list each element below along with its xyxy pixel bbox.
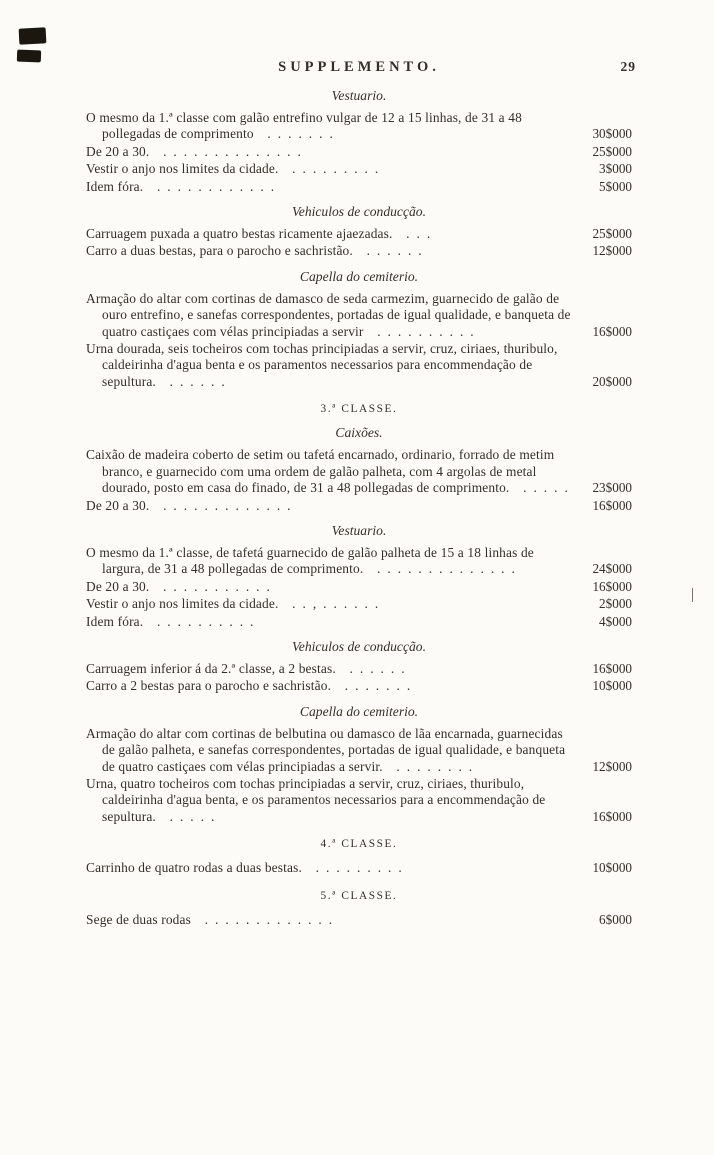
running-title: SUPPLEMENTO. [278, 59, 440, 75]
page-content [86, 58, 636, 929]
entry-text: Idem fóra. . . . . . . . . . . . . [86, 178, 275, 194]
entry-text: O mesmo da 1.ª classe com galão entrefino vulgar de 12 a 15 linhas, de 31 a 48 pollegadas de comprimento . . . . . . . [86, 110, 522, 142]
section-heading: Vestuario. [331, 522, 387, 538]
class-heading: 3.ª CLASSE. [320, 403, 398, 416]
tariff-entry [86, 498, 632, 514]
entry-price: 10$000 [592, 860, 632, 876]
entry-text: Carro a 2 bestas para o parocho e sachristão. . . . . . . . [86, 678, 411, 694]
tariff-entry [86, 912, 632, 928]
tariff-entry [86, 110, 632, 143]
entry-text: De 20 a 30. . . . . . . . . . . . . . . [86, 143, 302, 159]
entry-price: 24$000 [592, 561, 632, 577]
section-heading: Caixões. [335, 425, 383, 441]
scan-artifact [17, 50, 41, 63]
entry-text: Vestir o anjo nos limites da cidade. . . , . . . . . . [86, 596, 379, 612]
tariff-entry [86, 776, 632, 825]
entry-text: Armação do altar com cortinas de belbutina ou damasco de lãa encarnada, guarnecidas de galão palheta, e sanefas correspondentes, portadas de igual qualidade, e banqueta de quatro castiçaes com vélas principiadas a servir. . . . . . . . . [86, 725, 566, 774]
tariff-entry [86, 341, 632, 390]
tariff-entry [86, 726, 632, 775]
entry-text: Carro a duas bestas, para o parocho e sachristão. . . . . . . [86, 243, 422, 259]
tariff-entry [86, 596, 632, 612]
entry-price: 16$000 [592, 323, 632, 339]
scan-artifact [19, 27, 47, 44]
tariff-entry [86, 579, 632, 595]
entry-text: Carrinho de quatro rodas a duas bestas. . . . . . . . . . [86, 860, 402, 876]
entry-price: 12$000 [592, 243, 632, 259]
entry-text: De 20 a 30. . . . . . . . . . . . . . [86, 497, 291, 513]
tariff-entry [86, 661, 632, 677]
entry-price: 5$000 [599, 178, 632, 194]
tariff-entry [86, 545, 632, 578]
entry-text: Urna, quatro tocheiros com tochas principiadas a servir, cruz, ciriaes, thuribulo, caldeirinha d'agua benta, e os paramentos necessarios para a encommendação de sepultura. . . . . . [86, 775, 546, 824]
class-heading: 4.ª CLASSE. [320, 838, 398, 851]
entry-price: 10$000 [592, 678, 632, 694]
section-heading: Vehiculos de conducção. [291, 204, 426, 220]
entry-price: 25$000 [592, 226, 632, 242]
class-heading: 5.ª CLASSE. [320, 889, 398, 902]
tariff-entry [86, 614, 632, 630]
entry-text: Urna dourada, seis tocheiros com tochas principiadas a servir, cruz, ciriaes, thuribulo, caldeirinha d'agua benta e os paramentos necessarios para encommendação de sepultura. . . . . . . [86, 341, 558, 389]
scan-artifact [692, 588, 694, 602]
page-header [86, 58, 636, 78]
entry-price: 16$000 [592, 660, 632, 676]
tariff-entry [86, 678, 632, 694]
tariff-entry [86, 291, 632, 340]
entry-price: 23$000 [592, 480, 632, 496]
entry-price: 4$000 [599, 613, 632, 629]
entry-price: 20$000 [592, 373, 632, 389]
entry-price: 6$000 [599, 911, 632, 927]
tariff-entry [86, 179, 632, 195]
entry-text: Vestir o anjo nos limites da cidade. . . . . . . . . . [86, 161, 379, 177]
entry-text: Carruagem puxada a quatro bestas ricamente ajaezadas. . . . [86, 226, 431, 242]
section-heading: Capella do cemiterio. [299, 268, 419, 284]
entry-price: 12$000 [592, 758, 632, 774]
entry-text: O mesmo da 1.ª classe, de tafetá guarnecido de galão palheta de 15 a 18 linhas de largura, de 31 a 48 pollegadas de comprimento. . . . . . . . . . . . . . . [86, 544, 534, 577]
entry-text: Caixão de madeira coberto de setim ou tafetá encarnado, ordinario, forrado de metim branco, e guarnecido com uma ordem de galão palheta, com 4 argolas de metal dourado, posto em casa do finado, de 31 a 48 pollegadas de comprimento. . . . . . [86, 447, 568, 496]
entry-price: 16$000 [592, 497, 632, 513]
entry-text: De 20 a 30. . . . . . . . . . . . [86, 578, 270, 594]
tariff-entry [86, 860, 632, 876]
entry-text: Idem fóra. . . . . . . . . . . [86, 613, 254, 629]
tariff-entry [86, 447, 632, 496]
tariff-entry [86, 243, 632, 259]
section-heading: Vehiculos de conducção. [291, 638, 426, 654]
entry-price: 16$000 [592, 578, 632, 594]
entry-price: 16$000 [592, 808, 632, 824]
entry-price: 2$000 [599, 596, 632, 612]
section-heading: Vestuario. [331, 88, 387, 103]
tariff-entry [86, 226, 632, 242]
page-number: 29 [620, 59, 636, 74]
tariff-entry [86, 161, 632, 177]
entry-price: 30$000 [592, 126, 632, 142]
entry-text: Armação do altar com cortinas de damasco de seda carmezim, guarnecido de galão de ouro entrefino, e sanefas correspondentes, portadas de igual qualidade, e banqueta de quatro castiçaes com vélas principiadas a servir . . . . . . . . . . [86, 290, 571, 339]
entry-price: 3$000 [599, 161, 632, 177]
tariff-entry [86, 144, 632, 160]
entry-text: Sege de duas rodas . . . . . . . . . . . . . [86, 911, 333, 927]
section-heading: Capella do cemiterio. [299, 703, 419, 719]
entry-text: Carruagem inferior á da 2.ª classe, a 2 bestas. . . . . . . [86, 660, 405, 676]
entry-price: 25$000 [592, 143, 632, 159]
